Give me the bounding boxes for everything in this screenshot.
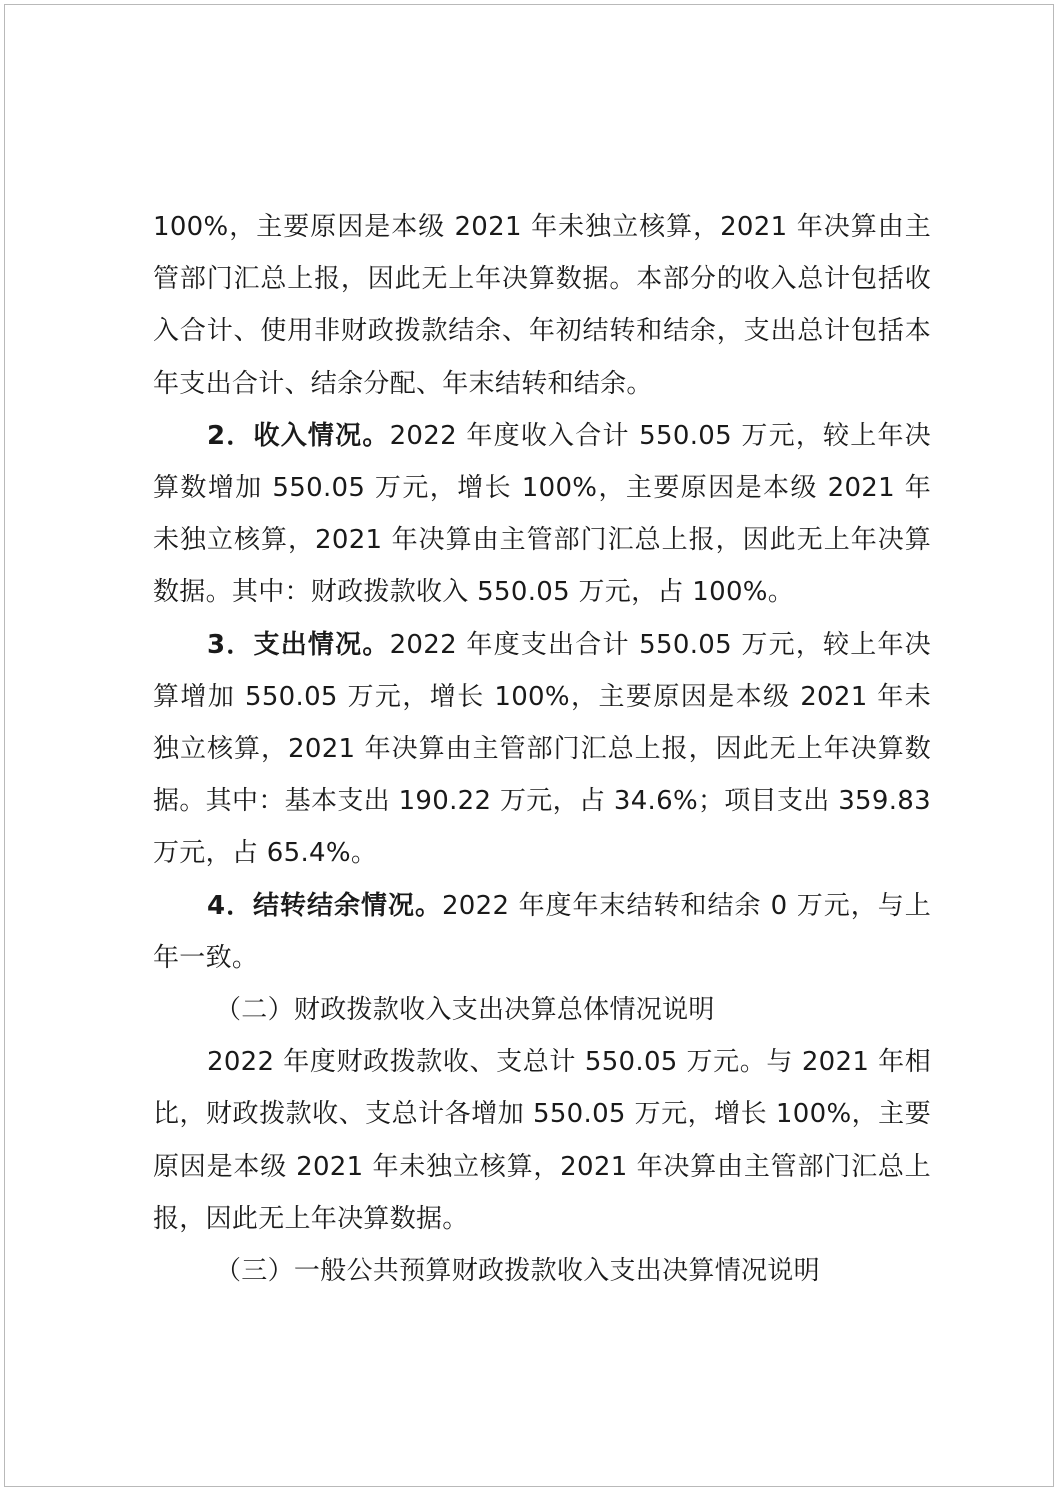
income-heading: 2．收入情况。 [207, 420, 390, 451]
paragraph-carryover [153, 880, 931, 984]
document-body [153, 201, 931, 1297]
paragraph-expense [153, 619, 931, 880]
document-page [4, 4, 1054, 1487]
paragraph-text: 2022 年度年末结转和结余 0 万元，与上年一致。 [153, 890, 931, 973]
section-heading-2: （二）财政拨款收入支出决算总体情况说明 [215, 995, 715, 1026]
carryover-heading: 4．结转结余情况。 [207, 890, 442, 921]
paragraph-text: 100%，主要原因是本级 2021 年未独立核算，2021 年决算由主管部门汇总上报，因此无上年决算数据。本部分的收入总计包括收入合计、使用非财政拨款结余、年初结转和结余，支出总计包括本年支出合计、结余分配、年末结转和结余。 [153, 212, 931, 399]
paragraph-section2 [153, 1036, 931, 1245]
paragraph-text: 2022 年度收入合计 550.05 万元，较上年决算数增加 550.05 万元，增长 100%，主要原因是本级 2021 年未独立核算，2021 年决算由主管部门汇总上报，因此无上年决算数据。其中：财政拨款收入 550.05 万元，占 100%。 [153, 420, 931, 608]
paragraph-continuation [153, 201, 931, 410]
paragraph-income [153, 410, 931, 619]
section-heading-3: （三）一般公共预算财政拨款收入支出决算情况说明 [215, 1256, 820, 1287]
paragraph-text: 2022 年度支出合计 550.05 万元，较上年决算增加 550.05 万元，增长 100%，主要原因是本级 2021 年未独立核算，2021 年决算由主管部门汇总上报，因此无上年决算数据。其中：基本支出 190.22 万元，占 34.6%；项目支出 359.83 万元，占 65.4%。 [153, 629, 931, 869]
paragraph-text: 2022 年度财政拨款收、支总计 550.05 万元。与 2021 年相比，财政拨款收、支总计各增加 550.05 万元，增长 100%，主要原因是本级 2021 年未独立核算，2021 年决算由主管部门汇总上报，因此无上年决算数据。 [153, 1047, 931, 1234]
expense-heading: 3．支出情况。 [207, 629, 390, 660]
